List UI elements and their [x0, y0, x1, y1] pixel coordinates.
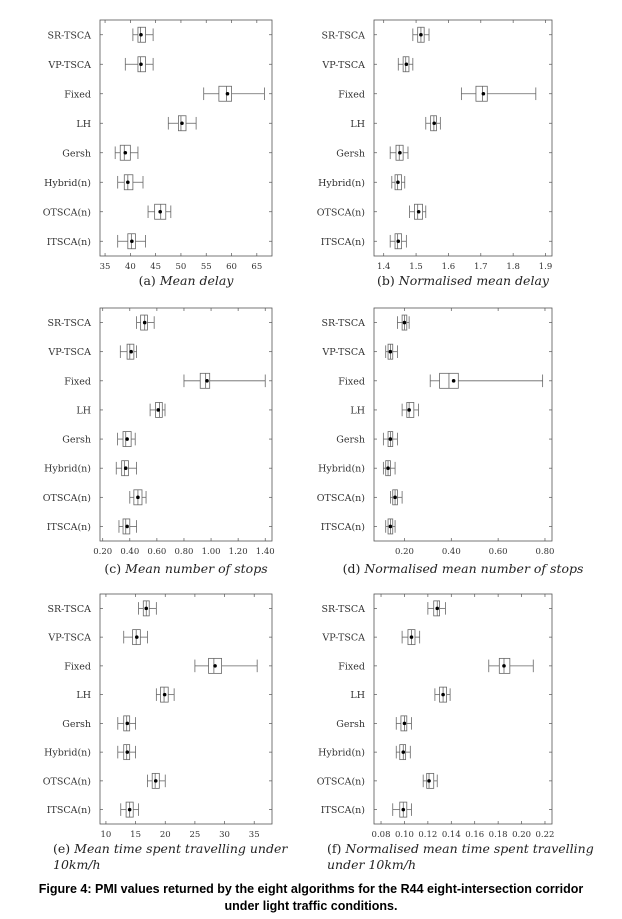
mean-marker	[123, 151, 127, 155]
x-tick-label: 0.80	[174, 547, 194, 557]
subfigure-label: (c)	[104, 561, 122, 576]
x-tick-label: 15	[130, 830, 142, 840]
x-tick-label: 0.10	[394, 830, 414, 840]
box-itsca-n-	[118, 234, 146, 249]
mean-marker	[389, 350, 393, 354]
x-tick-label: 60	[226, 262, 237, 272]
category-label: Fixed	[64, 376, 91, 388]
subfigure-title: Mean time spent travelling under	[74, 841, 288, 856]
chart-panel-6	[317, 594, 594, 872]
box-vp-tsca	[124, 630, 148, 645]
box-itsca-n-	[390, 234, 406, 249]
box-otsca-n-	[130, 490, 146, 505]
x-tick-label: 0.20	[394, 547, 414, 557]
box-lh	[168, 116, 196, 131]
subfigure-title: Normalised mean number of stops	[364, 561, 584, 576]
subfigure-label: (a)	[138, 273, 156, 288]
x-tick-label: 1.8	[506, 262, 520, 272]
category-label: ITSCA(n)	[46, 805, 91, 817]
subfigure-label: (e)	[53, 841, 71, 856]
box-otsca-n-	[390, 490, 402, 505]
category-label: ITSCA(n)	[320, 805, 365, 817]
x-tick-label: 0.20	[93, 547, 113, 557]
mean-marker	[405, 62, 409, 66]
mean-marker	[124, 466, 128, 470]
mean-marker	[386, 466, 390, 470]
subfigure-caption-continued: under 10km/h	[327, 857, 417, 872]
box-itsca-n-	[119, 519, 137, 534]
mean-marker	[389, 437, 393, 441]
box-itsca-n-	[121, 802, 139, 817]
box-vp-tsca	[125, 57, 153, 72]
category-label: ITSCA(n)	[320, 236, 365, 248]
category-label: OTSCA(n)	[42, 207, 91, 219]
category-label: VP-TSCA	[48, 59, 91, 71]
subfigure-caption	[343, 561, 584, 576]
mean-marker	[401, 808, 405, 812]
subfigure-title: Mean delay	[159, 273, 234, 288]
box-sr-tsca	[137, 315, 155, 330]
mean-marker	[125, 437, 129, 441]
subfigure-caption	[139, 273, 235, 288]
mean-marker	[396, 180, 400, 184]
box-itsca-n-	[393, 802, 412, 817]
mean-marker	[441, 693, 445, 697]
box-lh	[156, 687, 174, 702]
x-tick-label: 0.60	[488, 547, 508, 557]
x-tick-label: 0.40	[441, 547, 461, 557]
mean-marker	[502, 664, 506, 668]
mean-marker	[139, 33, 143, 37]
box-hybrid-n-	[118, 175, 143, 190]
category-label: OTSCA(n)	[42, 776, 91, 788]
x-tick-label: 25	[189, 830, 201, 840]
subfigure-title: Normalised mean time spent travelling	[345, 841, 594, 856]
mean-marker	[126, 180, 130, 184]
box-gersh	[383, 432, 397, 447]
box-hybrid-n-	[392, 175, 405, 190]
mean-marker	[163, 693, 167, 697]
category-label: Hybrid(n)	[318, 463, 365, 475]
mean-marker	[407, 408, 411, 412]
mean-marker	[205, 379, 209, 383]
category-label: Gersh	[62, 148, 91, 160]
category-label: LH	[76, 118, 91, 130]
mean-marker	[213, 664, 217, 668]
plot-frame	[374, 594, 552, 824]
category-label: LH	[350, 405, 365, 417]
box-fixed	[184, 373, 265, 388]
x-tick-label: 0.18	[488, 830, 508, 840]
category-label: SR-TSCA	[47, 30, 91, 42]
mean-marker	[398, 151, 402, 155]
category-label: Gersh	[62, 434, 91, 446]
mean-marker	[156, 408, 160, 412]
mean-marker	[158, 210, 162, 214]
box-gersh	[396, 716, 411, 731]
category-label: Gersh	[336, 434, 365, 446]
mean-marker	[154, 779, 158, 783]
category-label: Fixed	[338, 661, 365, 673]
box-hybrid-n-	[383, 461, 395, 476]
mean-marker	[130, 239, 134, 243]
box-lh	[402, 402, 418, 417]
category-label: OTSCA(n)	[42, 492, 91, 504]
category-label: SR-TSCA	[47, 603, 91, 615]
chart-panel-4	[317, 308, 584, 576]
category-label: OTSCA(n)	[316, 492, 365, 504]
chart-panel-1	[43, 20, 272, 288]
x-tick-label: 0.14	[441, 830, 461, 840]
category-label: SR-TSCA	[47, 318, 91, 330]
subfigure-label: (b)	[377, 273, 395, 288]
mean-marker	[482, 92, 486, 96]
category-label: VP-TSCA	[48, 632, 91, 644]
x-tick-label: 0.40	[120, 547, 140, 557]
box-otsca-n-	[147, 773, 165, 788]
mean-marker	[135, 635, 139, 639]
x-tick-label: 55	[200, 262, 212, 272]
figure-caption-line-1: Figure 4: PMI values returned by the eight algorithms for the R44 eight-intersection corridor	[38, 882, 584, 896]
x-tick-label: 20	[159, 830, 171, 840]
mean-marker	[396, 239, 400, 243]
mean-marker	[410, 635, 414, 639]
category-label: SR-TSCA	[321, 30, 365, 42]
category-label: VP-TSCA	[322, 59, 365, 71]
mean-marker	[125, 525, 129, 529]
box-sr-tsca	[397, 315, 409, 330]
box-sr-tsca	[428, 601, 446, 616]
box-gersh	[390, 145, 408, 160]
chart-panel-3	[43, 308, 275, 576]
box-gersh	[118, 716, 136, 731]
plot-frame	[100, 594, 272, 824]
box-sr-tsca	[413, 27, 429, 42]
box-otsca-n-	[148, 204, 171, 219]
mean-marker	[389, 525, 393, 529]
box-sr-tsca	[133, 27, 153, 42]
subfigure-caption	[377, 273, 550, 288]
category-label: Hybrid(n)	[318, 747, 365, 759]
x-tick-label: 10	[100, 830, 112, 840]
category-label: LH	[350, 690, 365, 702]
x-tick-label: 65	[251, 262, 263, 272]
box-otsca-n-	[423, 773, 437, 788]
mean-marker	[417, 210, 421, 214]
mean-marker	[125, 750, 129, 754]
box-fixed	[195, 658, 257, 673]
x-tick-label: 1.40	[255, 547, 275, 557]
x-tick-label: 45	[150, 262, 162, 272]
category-label: Gersh	[336, 148, 365, 160]
category-label: Hybrid(n)	[44, 177, 91, 189]
category-label: Fixed	[338, 376, 365, 388]
x-tick-label: 0.22	[535, 830, 555, 840]
mean-marker	[136, 496, 140, 500]
box-fixed	[430, 373, 542, 388]
box-lh	[426, 116, 441, 131]
x-tick-label: 1.6	[441, 262, 456, 272]
category-label: Hybrid(n)	[318, 177, 365, 189]
subfigure-label: (d)	[342, 561, 361, 576]
plot-frame	[100, 20, 272, 256]
mean-marker	[180, 121, 184, 125]
subfigure-caption	[104, 561, 267, 576]
category-label: SR-TSCA	[321, 318, 365, 330]
box-vp-tsca	[120, 344, 136, 359]
mean-marker	[419, 33, 423, 37]
x-tick-label: 1.9	[538, 262, 553, 272]
x-tick-label: 1.7	[474, 262, 488, 272]
subfigure-title: Normalised mean delay	[398, 273, 549, 288]
category-label: OTSCA(n)	[316, 207, 365, 219]
box-lh	[435, 687, 450, 702]
x-tick-label: 1.5	[409, 262, 423, 272]
x-tick-label: 35	[248, 830, 260, 840]
subfigure-caption	[327, 841, 594, 856]
subfigure-caption-continued: 10km/h	[53, 857, 101, 872]
category-label: Fixed	[64, 661, 91, 673]
chart-panel-5	[43, 594, 289, 872]
plot-frame	[374, 20, 552, 256]
box-sr-tsca	[139, 601, 157, 616]
category-label: VP-TSCA	[322, 632, 365, 644]
category-label: ITSCA(n)	[320, 521, 365, 533]
category-label: LH	[350, 118, 365, 130]
subfigure-label: (f)	[327, 841, 342, 856]
subfigure-title: Mean number of stops	[125, 561, 268, 576]
box-hybrid-n-	[396, 745, 410, 760]
category-label: Gersh	[336, 718, 365, 730]
x-tick-label: 0.12	[418, 830, 438, 840]
plot-frame	[374, 308, 552, 541]
category-label: ITSCA(n)	[46, 236, 91, 248]
mean-marker	[125, 722, 129, 726]
x-tick-label: 35	[99, 262, 111, 272]
category-label: SR-TSCA	[321, 603, 365, 615]
category-label: VP-TSCA	[322, 347, 365, 359]
category-label: ITSCA(n)	[46, 521, 91, 533]
x-tick-label: 0.20	[512, 830, 532, 840]
box-hybrid-n-	[116, 461, 136, 476]
category-label: Hybrid(n)	[44, 463, 91, 475]
box-otsca-n-	[410, 204, 426, 219]
box-vp-tsca	[398, 57, 413, 72]
box-vp-tsca	[386, 344, 398, 359]
x-tick-label: 0.16	[465, 830, 485, 840]
x-tick-label: 50	[175, 262, 187, 272]
chart-panel-2	[317, 20, 553, 288]
subfigures	[43, 20, 594, 872]
category-label: OTSCA(n)	[316, 776, 365, 788]
mean-marker	[432, 121, 436, 125]
box-itsca-n-	[386, 519, 395, 534]
category-label: Fixed	[64, 89, 91, 101]
box-iqr	[219, 86, 232, 101]
mean-marker	[452, 379, 456, 383]
category-label: Gersh	[62, 718, 91, 730]
x-tick-label: 0.80	[535, 547, 555, 557]
mean-marker	[226, 92, 230, 96]
subfigure-caption	[53, 841, 288, 856]
mean-marker	[401, 750, 405, 754]
box-fixed	[489, 658, 534, 673]
x-tick-label: 40	[124, 262, 136, 272]
x-tick-label: 1.00	[201, 547, 221, 557]
x-tick-label: 0.08	[371, 830, 391, 840]
figure-caption-line-2: under light traffic conditions.	[224, 899, 398, 913]
mean-marker	[393, 496, 397, 500]
mean-marker	[403, 321, 407, 325]
mean-marker	[144, 607, 148, 611]
box-fixed	[461, 86, 535, 101]
plot-frame	[100, 308, 272, 541]
box-gersh	[115, 145, 138, 160]
category-label: LH	[76, 405, 91, 417]
mean-marker	[403, 722, 407, 726]
x-tick-label: 0.60	[147, 547, 167, 557]
box-fixed	[204, 86, 265, 101]
x-tick-label: 1.4	[376, 262, 391, 272]
x-tick-label: 1.20	[228, 547, 248, 557]
mean-marker	[128, 808, 132, 812]
category-label: LH	[76, 690, 91, 702]
mean-marker	[139, 62, 143, 66]
box-gersh	[118, 432, 136, 447]
mean-marker	[129, 350, 133, 354]
category-label: Hybrid(n)	[44, 747, 91, 759]
x-tick-label: 30	[219, 830, 230, 840]
box-vp-tsca	[402, 630, 420, 645]
mean-marker	[427, 779, 431, 783]
category-label: Fixed	[338, 89, 365, 101]
box-lh	[150, 402, 165, 417]
mean-marker	[143, 321, 147, 325]
category-label: VP-TSCA	[48, 347, 91, 359]
box-hybrid-n-	[118, 745, 136, 760]
mean-marker	[435, 607, 439, 611]
